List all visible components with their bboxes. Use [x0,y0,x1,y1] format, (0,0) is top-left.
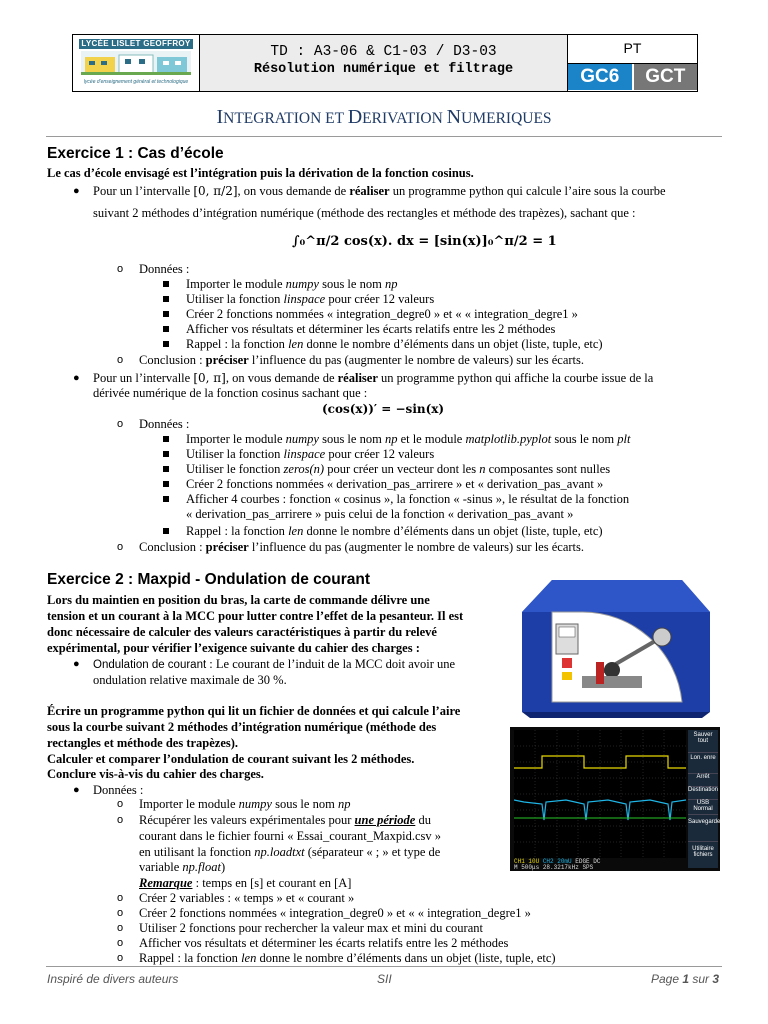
square-bullet-icon [163,481,169,487]
logo-school-name: LYCÉE LISLET GEOFFROY [79,39,193,49]
integral-formula: ∫₀^π/2 cos(x). dx = [sin(x)]₀^π/2 = 1 [292,234,557,249]
exercise2-heading: Exercice 2 : Maxpid - Ondulation de courant [47,571,370,588]
ex1-data-item: Rappel : la fonction len donne le nombre d’éléments dans un objet (liste, tuple, etc) [186,524,603,538]
square-bullet-icon [163,296,169,302]
exercise1-intro: Le cas d’école envisagé est l’intégration puis la dérivation de la fonction cosinus. [47,166,474,180]
scope-menu-item: USB Normal [688,800,718,815]
ex2-data-item-cont: en utilisant la fonction np.loadtxt (séparateur « ; » et type de [139,845,441,859]
scope-menu-item: Lon. enre [688,753,718,774]
requirement-line2: ondulation relative maximale de 30 %. [93,673,287,687]
ex2-task-line: Conclure vis-à-vis du cahier des charges. [47,767,264,781]
td-subject: Résolution numérique et filtrage [253,62,514,77]
ex2-task-line: Écrire un programme python qui lit un fichier de données et qui calcule l’aire [47,704,461,718]
square-bullet-icon [163,341,169,347]
bullet-icon: ● [73,372,80,384]
ex2-context-line: donc nécessaire de calculer des valeurs caractéristiques à partir du relevé [47,625,437,639]
scope-menu-item: Destination [688,787,718,800]
header-titles [200,35,568,91]
bullet-icon: ● [73,185,80,197]
exercise1-task1-line2: suivant 2 méthodes d’intégration numérique (méthode des rectangles et méthode des trapèzes), sachant que : [93,206,636,220]
ex2-context-line: expérimental, pour vérifier l’exigence suivante du cahier des charges : [47,641,420,655]
page-number: Page 1 sur 3 [651,972,720,986]
scope-menu-item: Utilitaire fichiers [692,846,714,858]
oscilloscope-screenshot [510,727,720,871]
ex2-data-item: Récupérer les valeurs expérimentales pour une période du [139,813,431,827]
ex1-data-item: Afficher vos résultats et déterminer les écarts relatifs entre les 2 méthodes [186,322,556,336]
td-reference: TD : A3-06 & C1-03 / D3-03 [270,44,497,60]
data-label: Données : [139,417,190,431]
ex2-data-item: Rappel : la fonction len donne le nombre d’éléments dans un objet (liste, tuple, etc) [139,951,556,965]
ex2-remark: Remarque : temps en [s] et courant en [A] [139,876,352,890]
sub-bullet-icon: o [117,922,124,934]
requirement-line1: Ondulation de courant : Le courant de l’induit de la MCC doit avoir une [93,657,456,671]
sub-bullet-icon: o [117,892,124,904]
scope-menu-item: Sauver tout [688,730,718,753]
exercise1-task2-line2: dérivée numérique de la fonction cosinus sachant que : [93,386,368,400]
scope-status-bar: CH1 10U CH2 20mU EDGE DC M 500μs 28.3217kHz SPS [514,858,601,871]
page-title: INTEGRATION ET DERIVATION NUMERIQUES [216,106,552,128]
badge-gc6: GC6 [568,64,634,90]
sub-bullet-icon: o [117,952,124,964]
sub-bullet-icon: o [117,354,124,366]
square-bullet-icon [163,311,169,317]
ex2-data-item: Afficher vos résultats et déterminer les écarts relatifs entre les 2 méthodes [139,936,509,950]
document-header [72,34,698,92]
scope-menu-item: Arrêt [688,774,718,787]
ex2-context-line: tension et un courant à la MCC pour lutter contre l’effet de la pesanteur. Il est [47,609,464,623]
ex1-data-item: Importer le module numpy sous le nom np [186,277,398,291]
ex2-data-item: Utiliser 2 fonctions pour rechercher la valeur max et mini du courant [139,921,483,935]
ex1-data-item: Utiliser le fonction zeros(n) pour créer un vecteur dont les n composantes sont nulles [186,462,611,476]
derivative-formula: (cos(x))′ = −sin(x) [322,402,445,416]
bullet-icon: ● [73,784,80,796]
square-bullet-icon [163,466,169,472]
ex1-data-item: Utiliser la fonction linspace pour créer 12 valeurs [186,292,435,306]
ex1-data-item: Utiliser la fonction linspace pour créer 12 valeurs [186,447,435,461]
scope-side-menu [688,730,721,868]
class-level: PT [568,35,697,64]
square-bullet-icon [163,496,169,502]
ex1-data-item: Importer le module numpy sous le nom np et le module matplotlib.pyplot sous le nom plt [186,432,631,446]
title-divider [46,136,722,137]
ex2-task-line: sous la courbe suivant 2 méthodes d’intégration numérique (méthode des [47,720,437,734]
scope-menu-item: Sauvegarde [688,815,718,842]
school-logo [73,35,200,91]
ex1-conclusion: Conclusion : préciser l’influence du pas (augmenter le nombre de valeurs) sur les écarts. [139,353,584,367]
square-bullet-icon [163,281,169,287]
sub-bullet-icon: o [117,814,124,826]
footer-author: Inspiré de divers auteurs [47,972,179,986]
ex2-context-line: Lors du maintien en position du bras, la carte de commande délivre une [47,593,430,607]
ex2-task-line: rectangles et méthode des trapèzes). [47,736,239,750]
ex2-data-item: Créer 2 fonctions nommées « integration_degre0 » et « « integration_degre1 » [139,906,531,920]
square-bullet-icon [163,326,169,332]
logo-subtitle: lycée d'enseignement général et technologique [83,79,189,85]
sub-bullet-icon: o [117,937,124,949]
sub-bullet-icon: o [117,418,124,430]
ex1-data-item: Créer 2 fonctions nommées « integration_degre0 » et « « integration_degre1 » [186,307,578,321]
ex2-data-item-cont: courant dans le fichier fourni « Essai_courant_Maxpid.csv » [139,829,441,843]
ex1-data-item: Afficher 4 courbes : fonction « cosinus », la fonction « -sinus », le résultat de la fonction [186,492,630,506]
square-bullet-icon [163,451,169,457]
footer-subject: SII [377,972,392,986]
footer-divider [46,966,722,967]
sub-bullet-icon: o [117,907,124,919]
ex2-data-item: Créer 2 variables : « temps » et « courant » [139,891,355,905]
class-badges [568,35,697,91]
bullet-icon: ● [73,658,80,670]
ex2-data-item: Importer le module numpy sous le nom np [139,797,351,811]
ex1-data-item: Créer 2 fonctions nommées « derivation_pas_arrirere » et « derivation_pas_avant » [186,477,604,491]
ex1-data-item-cont: « derivation_pas_arrirere » puis celui de la fonction « derivation_pas_avant » [186,507,574,521]
school-building-illustration [81,51,191,75]
ex1-conclusion: Conclusion : préciser l’influence du pas (augmenter le nombre de valeurs) sur les écarts. [139,540,584,554]
ex2-task-line: Calculer et comparer l’ondulation de courant suivant les 2 méthodes. [47,752,415,766]
data-label: Données : [139,262,190,276]
exercise1-task1-line1: Pour un l’intervalle [0, π/2], on vous demande de réaliser un programme python qui calcule l’aire sous la courbe [93,184,666,198]
ex1-data-item: Rappel : la fonction len donne le nombre d’éléments dans un objet (liste, tuple, etc) [186,337,603,351]
scope-trace-area [514,730,686,858]
square-bullet-icon [163,528,169,534]
data-label: Données : [93,783,144,797]
maxpid-system-photo [512,572,714,720]
sub-bullet-icon: o [117,263,124,275]
sub-bullet-icon: o [117,798,124,810]
exercise1-heading: Exercice 1 : Cas d’école [47,145,224,162]
exercise1-task2-line1: Pour un l’intervalle [0, π], on vous demande de réaliser un programme python qui affiche la courbe issue de la [93,371,654,385]
ex2-data-item-cont: variable np.float) [139,860,226,874]
square-bullet-icon [163,436,169,442]
badge-gct: GCT [634,64,698,90]
sub-bullet-icon: o [117,541,124,553]
